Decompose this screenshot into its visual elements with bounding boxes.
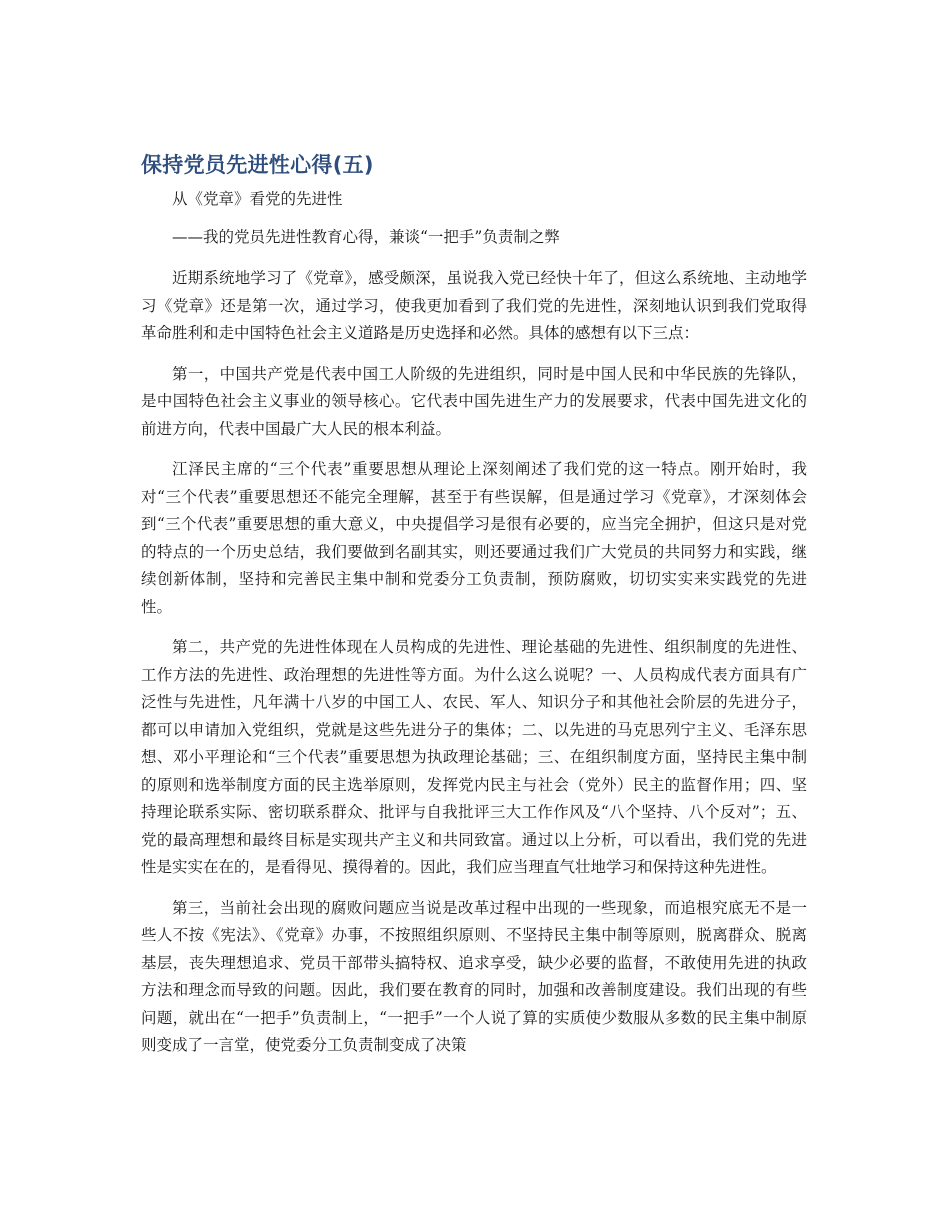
document-subtitle-secondary: ——我的党员先进性教育心得，兼谈“一把手”负责制之弊 <box>172 227 560 246</box>
document-page <box>141 150 807 1073</box>
document-title: 保持党员先进性心得(五) <box>141 153 374 177</box>
paragraph-first-point: 第一，中国共产党是代表中国工人阶级的先进组织，同时是中国人民和中华民族的先锋队，是中国特色社会主义事业的领导核心。它代表中国先进生产力的发展要求，代表中国先进文化的前进方向，代表中国最广大人民的根本利益。 <box>141 364 807 438</box>
paragraph-three-represents: 江泽民主席的“三个代表”重要思想从理论上深刻阐述了我们党的这一特点。刚开始时，我对“三个代表”重要思想还不能完全理解，甚至于有些误解，但是通过学习《党章》，才深刻体会到“三个代表”重要思想的重大意义，中央提倡学习是很有必要的，应当完全拥护，但这只是对党的特点的一个历史总结，我们要做到名副其实，则还要通过我们广大党员的共同努力和实践，继续创新体制，坚持和完善民主集中制和党委分工负责制，预防腐败，切切实实来实践党的先进性。 <box>141 460 807 616</box>
paragraph-intro: 近期系统地学习了《党章》，感受颇深，虽说我入党已经快十年了，但这么系统地、主动地学习《党章》还是第一次，通过学习，使我更加看到了我们党的先进性，深刻地认识到我们党取得革命胜利和走中国特色社会主义道路是历史选择和必然。具体的感想有以下三点： <box>141 269 807 342</box>
document-subtitle: 从《党章》看党的先进性 <box>172 190 343 208</box>
paragraph-third-point: 第三，当前社会出现的腐败问题应当说是改革过程中出现的一些现象，而追根究底无不是一些人不按《宪法》、《党章》办事，不按照组织原则、不坚持民主集中制等原则，脱离群众、脱离基层，丧失理想追求、党员干部带头搞特权、追求享受，缺少必要的监督，不敢使用先进的执政方法和理念而导致的问题。因此，我们要在教育的同时，加强和改善制度建设。我们出现的有些问题，就出在“一把手”负责制上，“一把手”一个人说了算的实质使少数服从多数的民主集中制原则变成了一言堂，使党委分工负责制变成了决策 <box>141 898 807 1054</box>
paragraph-second-point: 第二，共产党的先进性体现在人员构成的先进性、理论基础的先进性、组织制度的先进性、工作方法的先进性、政治理想的先进性等方面。为什么这么说呢？一、人员构成代表方面具有广泛性与先进性，凡年满十八岁的中国工人、农民、军人、知识分子和其他社会阶层的先进分子，都可以申请加入党组织，党就是这些先进分子的集体；二、以先进的马克思列宁主义、毛泽东思想、邓小平理论和“三个代表”重要思想为执政理论基础；三、在组织制度方面，坚持民主集中制的原则和选举制度方面的民主选举原则，发挥党内民主与社会（党外）民主的监督作用；四、坚持理论联系实际、密切联系群众、批评与自我批评三大工作作风及“八个坚持、八个反对”；五、党的最高理想和最终目标是实现共产主义和共同致富。通过以上分析，可以看出，我们党的先进性是实实在在的，是看得见、摸得着的。因此，我们应当理直气壮地学习和保持这种先进性。 <box>141 638 807 876</box>
